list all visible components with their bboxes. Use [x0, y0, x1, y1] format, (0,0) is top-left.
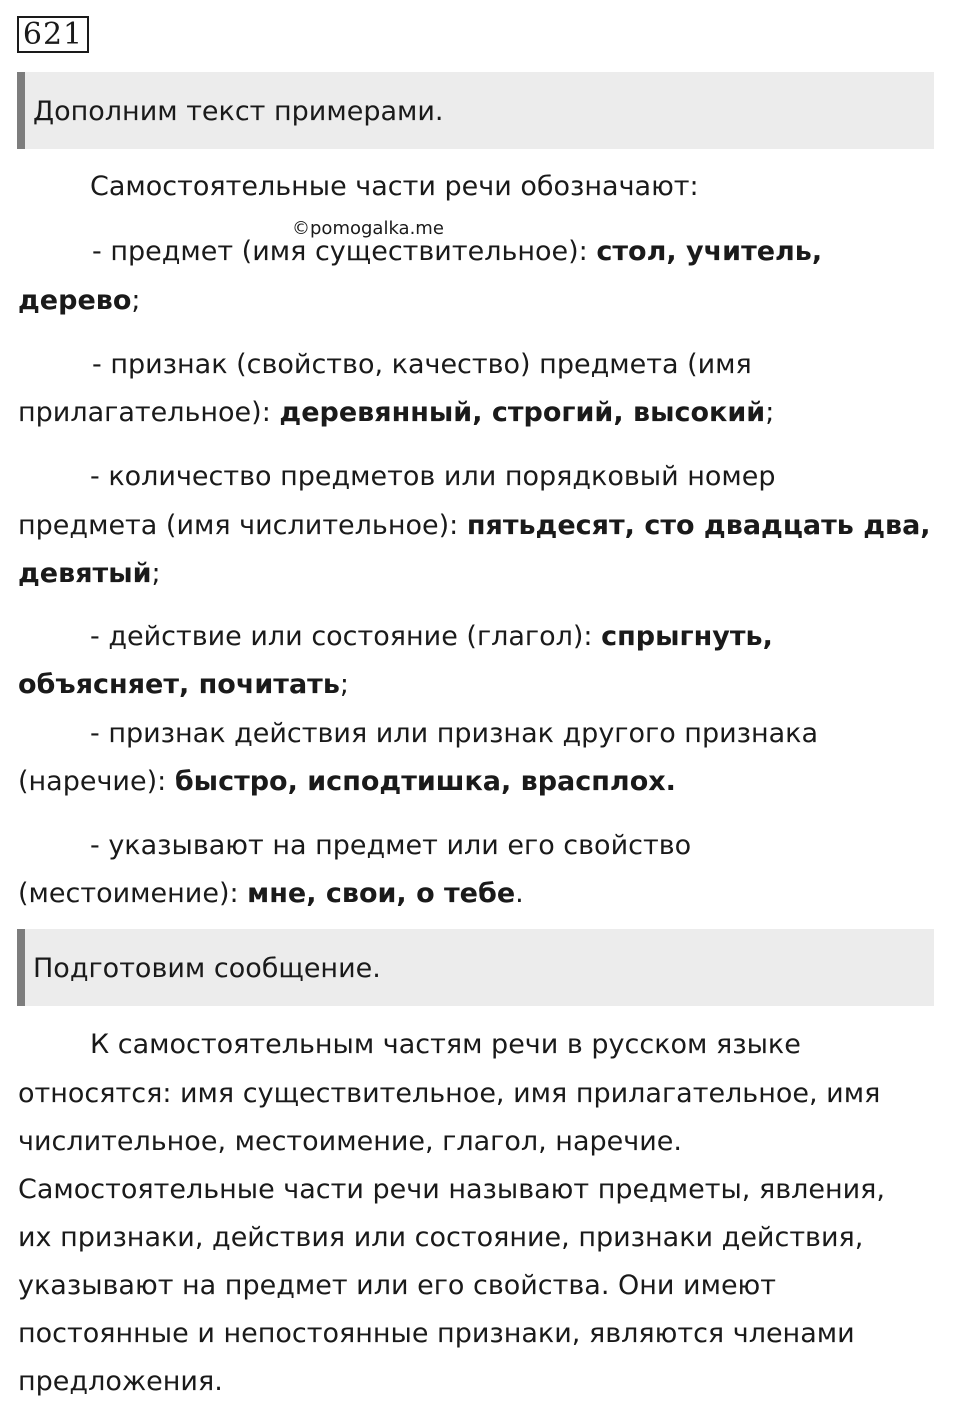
message-line: числительное, местоимение, глагол, наречие. — [18, 1126, 682, 1157]
item-pronoun-examples: мне, свои, о тебе — [247, 878, 516, 909]
message-line: постоянные и непостоянные признаки, являются членами — [18, 1318, 855, 1349]
item-pronoun-lead: (местоимение): — [18, 878, 248, 909]
item-verb-examples-a: спрыгнуть, — [601, 621, 773, 652]
item-adjective-cont — [18, 389, 948, 437]
item-verb — [90, 613, 960, 661]
item-verb-examples-b: объясняет, почитать — [18, 669, 340, 700]
item-adjective-examples: деревянный, строгий, высокий — [279, 397, 766, 428]
item-noun-lead: - предмет (имя существительное): — [92, 236, 597, 267]
section-heading-message: Подготовим сообщение. — [17, 929, 934, 1006]
message-line: предложения. — [18, 1366, 223, 1397]
item-pronoun-cont — [18, 870, 948, 918]
message-line: Самостоятельные части речи называют предметы, явления, — [18, 1174, 886, 1205]
item-verb-cont — [18, 661, 948, 709]
item-pronoun: - указывают на предмет или его свойство — [90, 830, 692, 861]
item-adverb-lead: (наречие): — [18, 766, 175, 797]
item-adverb-examples: быстро, исподтишка, врасплох. — [174, 766, 676, 797]
item-adjective: - признак (свойство, качество) предмета (имя — [92, 349, 752, 380]
item-adjective-tail: ; — [765, 397, 775, 428]
message-line: К самостоятельным частям речи в русском языке — [90, 1029, 801, 1060]
message-line: указывают на предмет или его свойства. Они имеют — [18, 1270, 777, 1301]
item-adjective-lead: прилагательное): — [18, 397, 280, 428]
exercise-number: 621 — [17, 16, 89, 53]
item-numeral-examples-a: пятьдесят, сто двадцать два, — [466, 510, 931, 541]
item-verb-tail: ; — [339, 669, 349, 700]
item-noun-tail: ; — [131, 285, 141, 316]
item-adverb-cont — [18, 758, 948, 806]
item-numeral: - количество предметов или порядковый номер — [90, 461, 776, 492]
item-numeral-cont — [18, 502, 948, 550]
message-line: их признаки, действия или состояние, признаки действия, — [18, 1222, 864, 1253]
item-verb-lead: - действие или состояние (глагол): — [90, 621, 602, 652]
item-noun-cont — [18, 277, 948, 325]
item-numeral-tail: ; — [151, 558, 161, 589]
intro-line: Самостоятельные части речи обозначают: — [90, 171, 699, 202]
item-pronoun-tail: . — [515, 878, 524, 909]
item-numeral-examples-b: девятый — [18, 558, 152, 589]
item-noun — [92, 228, 960, 276]
watermark: ©pomogalka.me — [292, 218, 444, 239]
item-adverb: - признак действия или признак другого признака — [90, 718, 819, 749]
item-numeral-cont2 — [18, 550, 948, 598]
item-noun-examples-b: дерево — [18, 285, 132, 316]
item-noun-examples-a: стол, учитель, — [596, 236, 823, 267]
item-numeral-lead: предмета (имя числительное): — [18, 510, 467, 541]
section-heading-examples: Дополним текст примерами. — [17, 72, 934, 149]
message-line: относятся: имя существительное, имя прилагательное, имя — [18, 1078, 881, 1109]
